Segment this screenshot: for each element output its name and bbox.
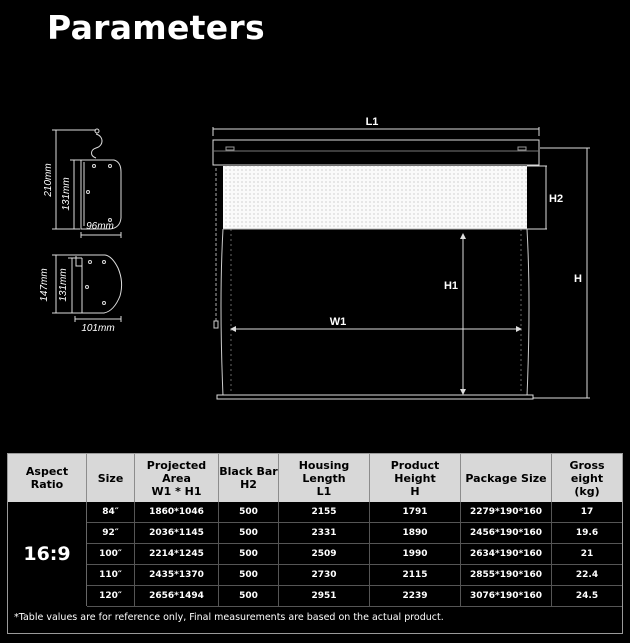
table-header-cell — [461, 454, 552, 502]
table-cell: 110″ — [87, 565, 135, 586]
table-cell: 2951 — [279, 586, 370, 607]
table-cell: 24.5 — [552, 586, 622, 607]
table-header — [8, 454, 622, 502]
page-title: Parameters — [47, 8, 265, 47]
table-cell: 92″ — [87, 523, 135, 544]
table-header-text: W1 * H1 — [151, 484, 202, 498]
aspect-ratio-cell: 16:9 — [8, 502, 87, 606]
table-header-text: Package Size — [465, 471, 547, 485]
table-header-text: (kg) — [574, 484, 600, 498]
table-row — [87, 523, 622, 544]
table-header-text: Aspect Ratio — [25, 465, 69, 491]
table-cell: 2435*1370 — [135, 565, 219, 586]
label-h2: H2 — [549, 193, 564, 205]
table-header-text: H2 — [240, 478, 257, 491]
table-cell: 2279*190*160 — [461, 502, 552, 523]
table-header-cell — [370, 454, 461, 502]
table-cell: 100″ — [87, 544, 135, 565]
table-cell: 500 — [219, 502, 279, 523]
table-header-text: Gross eight — [569, 458, 605, 485]
table-cell: 2239 — [370, 586, 461, 607]
table-header-cell — [552, 454, 622, 502]
table-header-text: Product Height — [390, 458, 440, 485]
table-row — [87, 502, 622, 523]
table-cell: 2855*190*160 — [461, 565, 552, 586]
table-cell: 120″ — [87, 586, 135, 607]
table-header-cell — [87, 454, 135, 502]
table-cell: 17 — [552, 502, 622, 523]
table-header-text: Black Bar — [219, 465, 278, 478]
table-cell: 1890 — [370, 523, 461, 544]
table-header-cell — [8, 454, 87, 502]
table-cell: 2730 — [279, 565, 370, 586]
table-header-cell — [135, 454, 219, 502]
table-cell: 1860*1046 — [135, 502, 219, 523]
side-bottom-height-outer: 147mm — [39, 268, 50, 302]
table-cell: 2634*190*160 — [461, 544, 552, 565]
table-cell: 22.4 — [552, 565, 622, 586]
screen-front-view — [213, 127, 590, 399]
table-header-text: Housing Length — [298, 458, 350, 485]
table-cell: 2115 — [370, 565, 461, 586]
table-cell: 500 — [219, 586, 279, 607]
label-w1: W1 — [329, 316, 347, 328]
side-bottom-height-inner: 131mm — [58, 268, 69, 302]
table-cell: 500 — [219, 565, 279, 586]
table-cell: 2656*1494 — [135, 586, 219, 607]
label-h1: H1 — [443, 280, 459, 292]
label-h: H — [574, 273, 582, 285]
side-bottom-width: 101mm — [81, 323, 115, 334]
table-cell: 21 — [552, 544, 622, 565]
table-cell: 2331 — [279, 523, 370, 544]
label-l1: L1 — [365, 116, 379, 128]
table-row — [87, 586, 622, 607]
table-cell: 19.6 — [552, 523, 622, 544]
table-cell: 84″ — [87, 502, 135, 523]
spec-table — [7, 453, 623, 634]
table-header-cell — [219, 454, 279, 502]
table-row — [87, 565, 622, 586]
table-cell: 3076*190*160 — [461, 586, 552, 607]
table-cell: 500 — [219, 544, 279, 565]
table-header-text: L1 — [316, 484, 332, 498]
table-cell: 500 — [219, 523, 279, 544]
table-header-cell — [279, 454, 370, 502]
table-cell: 2456*190*160 — [461, 523, 552, 544]
table-cell: 1791 — [370, 502, 461, 523]
table-header-text: H — [410, 484, 420, 498]
table-cell: 1990 — [370, 544, 461, 565]
table-header-text: Size — [97, 471, 124, 485]
table-cell: 2036*1145 — [135, 523, 219, 544]
table-row — [87, 544, 622, 565]
table-cell: 2155 — [279, 502, 370, 523]
side-top-height-inner: 131mm — [61, 177, 72, 211]
table-note: *Table values are for reference only, Final measurements are based on the actual product. — [14, 612, 444, 623]
side-top-height-outer: 210mm — [43, 163, 54, 197]
side-top-width: 96mm — [86, 221, 114, 232]
table-cell: 2509 — [279, 544, 370, 565]
table-cell: 2214*1245 — [135, 544, 219, 565]
table-header-text: Projected Area — [146, 458, 207, 485]
